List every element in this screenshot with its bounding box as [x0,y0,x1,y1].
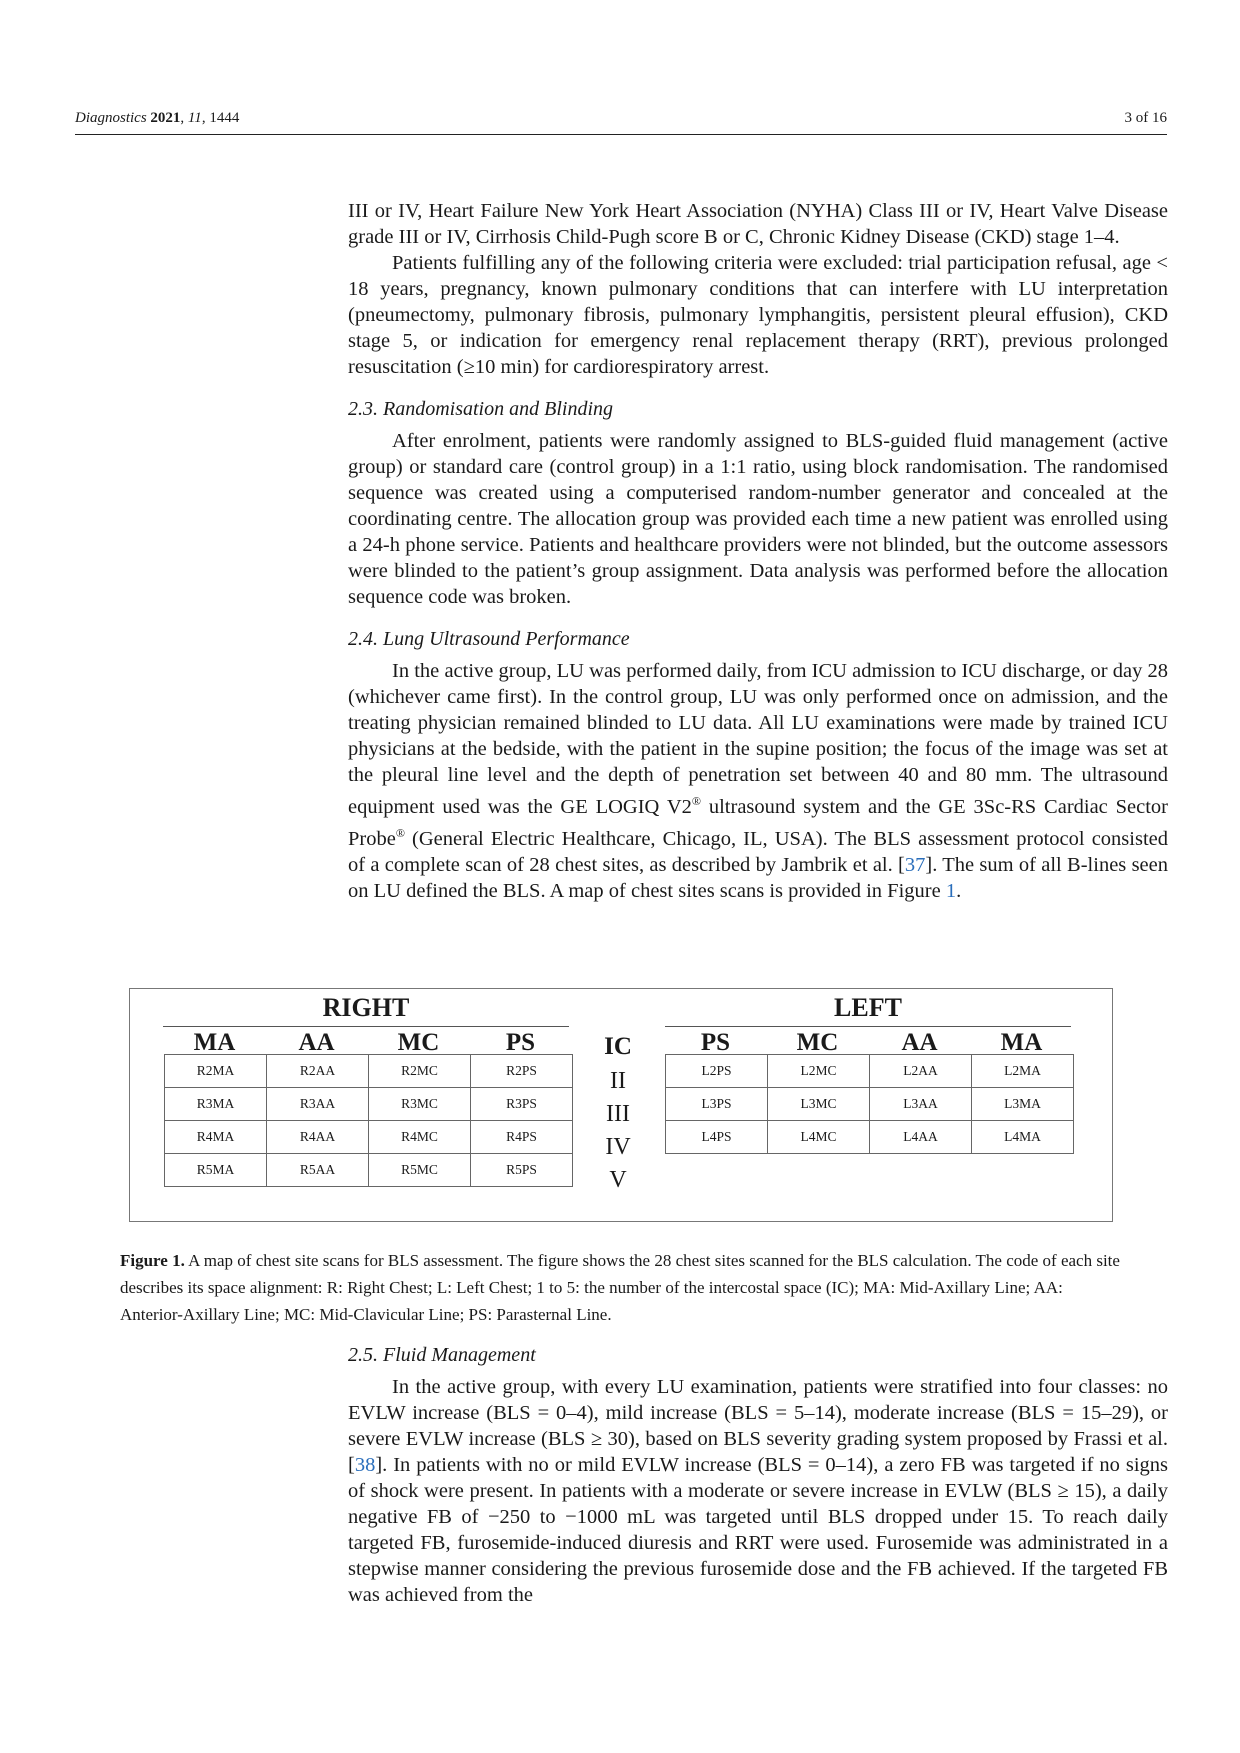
chest-site-cell: R4PS [471,1121,573,1154]
chest-site-cell: L4PS [666,1121,768,1154]
right-column-header: MA [193,1029,236,1056]
paragraph-text: ultrasound system and the GE 3Sc-RS Cardiac Sector Probe [348,795,1168,850]
section-heading: 2.4. Lung Ultrasound Performance [348,628,630,650]
paragraph-text: In the active group, LU was performed daily, from ICU admission to ICU discharge, or day 28 (whichever came first). In the control group, LU was only performed once on admission, and the treating physician remained blinded to LU data. All LU examinations were made by trained ICU physicians at the bedside, with the patient in the supine position; the focus of the image was set at the pleural line level and the depth of penetration set between 40 and 80 mm. The ultrasound equipment used was the GE LOGIQ V2 [348,660,1168,818]
right-column-header: MC [397,1029,440,1056]
caption-text: A map of chest site scans for BLS assessment. The figure shows the 28 chest sites scanned for the BLS calculation. The code of each site describes its space alignment: R: Right Chest; L: Left Chest; 1 to 5: the number of the intercostal space (IC); MA: Mid-Axillary Line; AA: Anterior-Axillary Line; MC: Mid-Clavicular Line; PS: Parasternal Line. [120,1251,1120,1324]
chest-site-cell: R4AA [267,1121,369,1154]
figure-caption [120,1247,1120,1328]
right-title: RIGHT [322,993,410,1022]
page-number: 3 of 16 [1124,110,1167,126]
grid-row [165,1055,573,1088]
chest-site-cell: R5MC [369,1154,471,1187]
chest-site-cell: L4MC [768,1121,870,1154]
chest-site-cell: L2MA [972,1055,1074,1088]
chest-site-cell: L3AA [870,1088,972,1121]
ic-header: IC [604,1033,632,1060]
grid-row [165,1121,573,1154]
grid-row [666,1055,1074,1088]
paragraph: Patients fulfilling any of the following criteria were excluded: trial participation refusal, age < 18 years, pregnancy, known pulmonary conditions that can interfere with LU interpretation (pneumectomy, pulmonary fibrosis, pulmonary lymphangitis, persistent pleural effusion), CKD stage 5, or indication for emergency renal replacement therapy (RRT), previous prolonged resuscitation (≥10 min) for cardiorespiratory arrest. [348,252,1168,378]
chest-site-cell: R4MA [165,1121,267,1154]
left-column-header: AA [901,1029,938,1056]
ic-column [588,1029,648,1197]
chest-site-cell: R5AA [267,1154,369,1187]
chest-site-cell: R2MA [165,1055,267,1088]
body-text-bottom [348,1342,1168,1608]
figure-link[interactable]: 1 [945,879,957,902]
left-chest-grid [665,1054,1074,1154]
citation-link[interactable]: 37 [904,853,926,876]
paragraph [348,1374,1168,1608]
chest-site-cell: L2MC [768,1055,870,1088]
paragraph-text: (General Electric Healthcare, Chicago, IL, USA). The BLS assessment protocol consisted of a complete scan of 28 chest sites, as described by Jambrik et al. [ [348,827,1168,876]
chest-site-cell: L4AA [870,1121,972,1154]
left-column-header: MC [796,1029,839,1056]
body-text-top [348,198,1168,904]
chest-site-cell: R3PS [471,1088,573,1121]
journal-volume: 11 [187,110,202,126]
grid-row [165,1088,573,1121]
paragraph-text: . [956,879,962,902]
right-column-header: AA [298,1029,335,1056]
ic-row-label: II [610,1068,626,1094]
figure-chest-map [129,988,1113,1222]
ic-row-label: IV [605,1134,631,1160]
chest-site-cell: R3MC [369,1088,471,1121]
paragraph-text: ]. The sum of all B-lines seen on LU defined the BLS. A map of chest sites scans is provided in Figure [348,853,1168,902]
chest-site-cell: L3MA [972,1088,1074,1121]
paragraph-text: ]. In patients with no or mild EVLW increase (BLS = 0–14), a zero FB was targeted if no signs of shock were present. In patients with a moderate or severe increase in EVLW (BLS ≥ 15), a daily negative FB of −250 to −1000 mL was targeted until BLS dropped under 15. To reach daily targeted FB, furosemide-induced diuresis and RRT were used. Furosemide was administrated in a stepwise manner considering the previous furosemide dose and the FB achieved. If the targeted FB was achieved from the [348,1454,1168,1606]
left-title-rule [665,1026,1071,1027]
left-column-header: MA [1000,1029,1043,1056]
chest-site-cell: L3PS [666,1088,768,1121]
grid-row [666,1088,1074,1121]
right-chest-grid [164,1054,573,1187]
paragraph-text: In the active group, with every LU examination, patients were stratified into four classes: no EVLW increase (BLS = 0–4), mild increase (BLS = 5–14), moderate increase (BLS = 15–29), or severe EVLW increase (BLS ≥ 30), based on BLS severity grading system proposed by Frassi et al. [ [348,1376,1168,1476]
caption-label: Figure 1. [120,1251,185,1270]
chest-site-cell: L3MC [768,1088,870,1121]
chest-site-cell: R2MC [369,1055,471,1088]
chest-site-cell: L2PS [666,1055,768,1088]
chest-site-cell: L2AA [870,1055,972,1088]
section-heading: 2.5. Fluid Management [348,1344,536,1366]
chest-site-cell: R4MC [369,1121,471,1154]
journal-name: Diagnostics [75,110,147,126]
chest-site-cell: R5MA [165,1154,267,1187]
page-header [75,104,1167,135]
journal-citation: Diagnostics 2021, 11, 1444 [75,110,240,126]
ic-row-label: III [606,1101,630,1127]
registered-mark: ® [395,825,405,840]
chest-site-cell: R5PS [471,1154,573,1187]
paragraph: III or IV, Heart Failure New York Heart Association (NYHA) Class III or IV, Heart Valve Disease grade III or IV, Cirrhosis Child-Pugh score B or C, Chronic Kidney Disease (CKD) stage 1–4. [348,200,1168,248]
paragraph [348,658,1168,904]
paragraph: After enrolment, patients were randomly assigned to BLS-guided fluid management (active group) or standard care (control group) in a 1:1 ratio, using block randomisation. The randomised sequence was created using a computerised random-number generator and concealed at the coordinating centre. The allocation group was provided each time a new patient was enrolled using a 24-h phone service. Patients and healthcare providers were not blinded, but the outcome assessors were blinded to the patient’s group assignment. Data analysis was performed before the allocation sequence code was broken. [348,430,1168,608]
grid-row [165,1154,573,1187]
ic-row-label: V [609,1167,627,1193]
chest-site-cell: R3MA [165,1088,267,1121]
chest-site-cell: R2AA [267,1055,369,1088]
right-title-rule [163,1026,569,1027]
left-column-header: PS [700,1029,731,1056]
section-heading: 2.3. Randomisation and Blinding [348,398,613,420]
right-column-header: PS [505,1029,536,1056]
article-number: 1444 [209,110,240,126]
journal-year: 2021 [150,110,181,126]
citation-link[interactable]: 38 [354,1454,376,1476]
chest-site-cell: L4MA [972,1121,1074,1154]
chest-site-cell: R2PS [471,1055,573,1088]
left-title: LEFT [834,993,902,1022]
chest-site-cell: R3AA [267,1088,369,1121]
grid-row [666,1121,1074,1154]
registered-mark: ® [691,794,702,808]
